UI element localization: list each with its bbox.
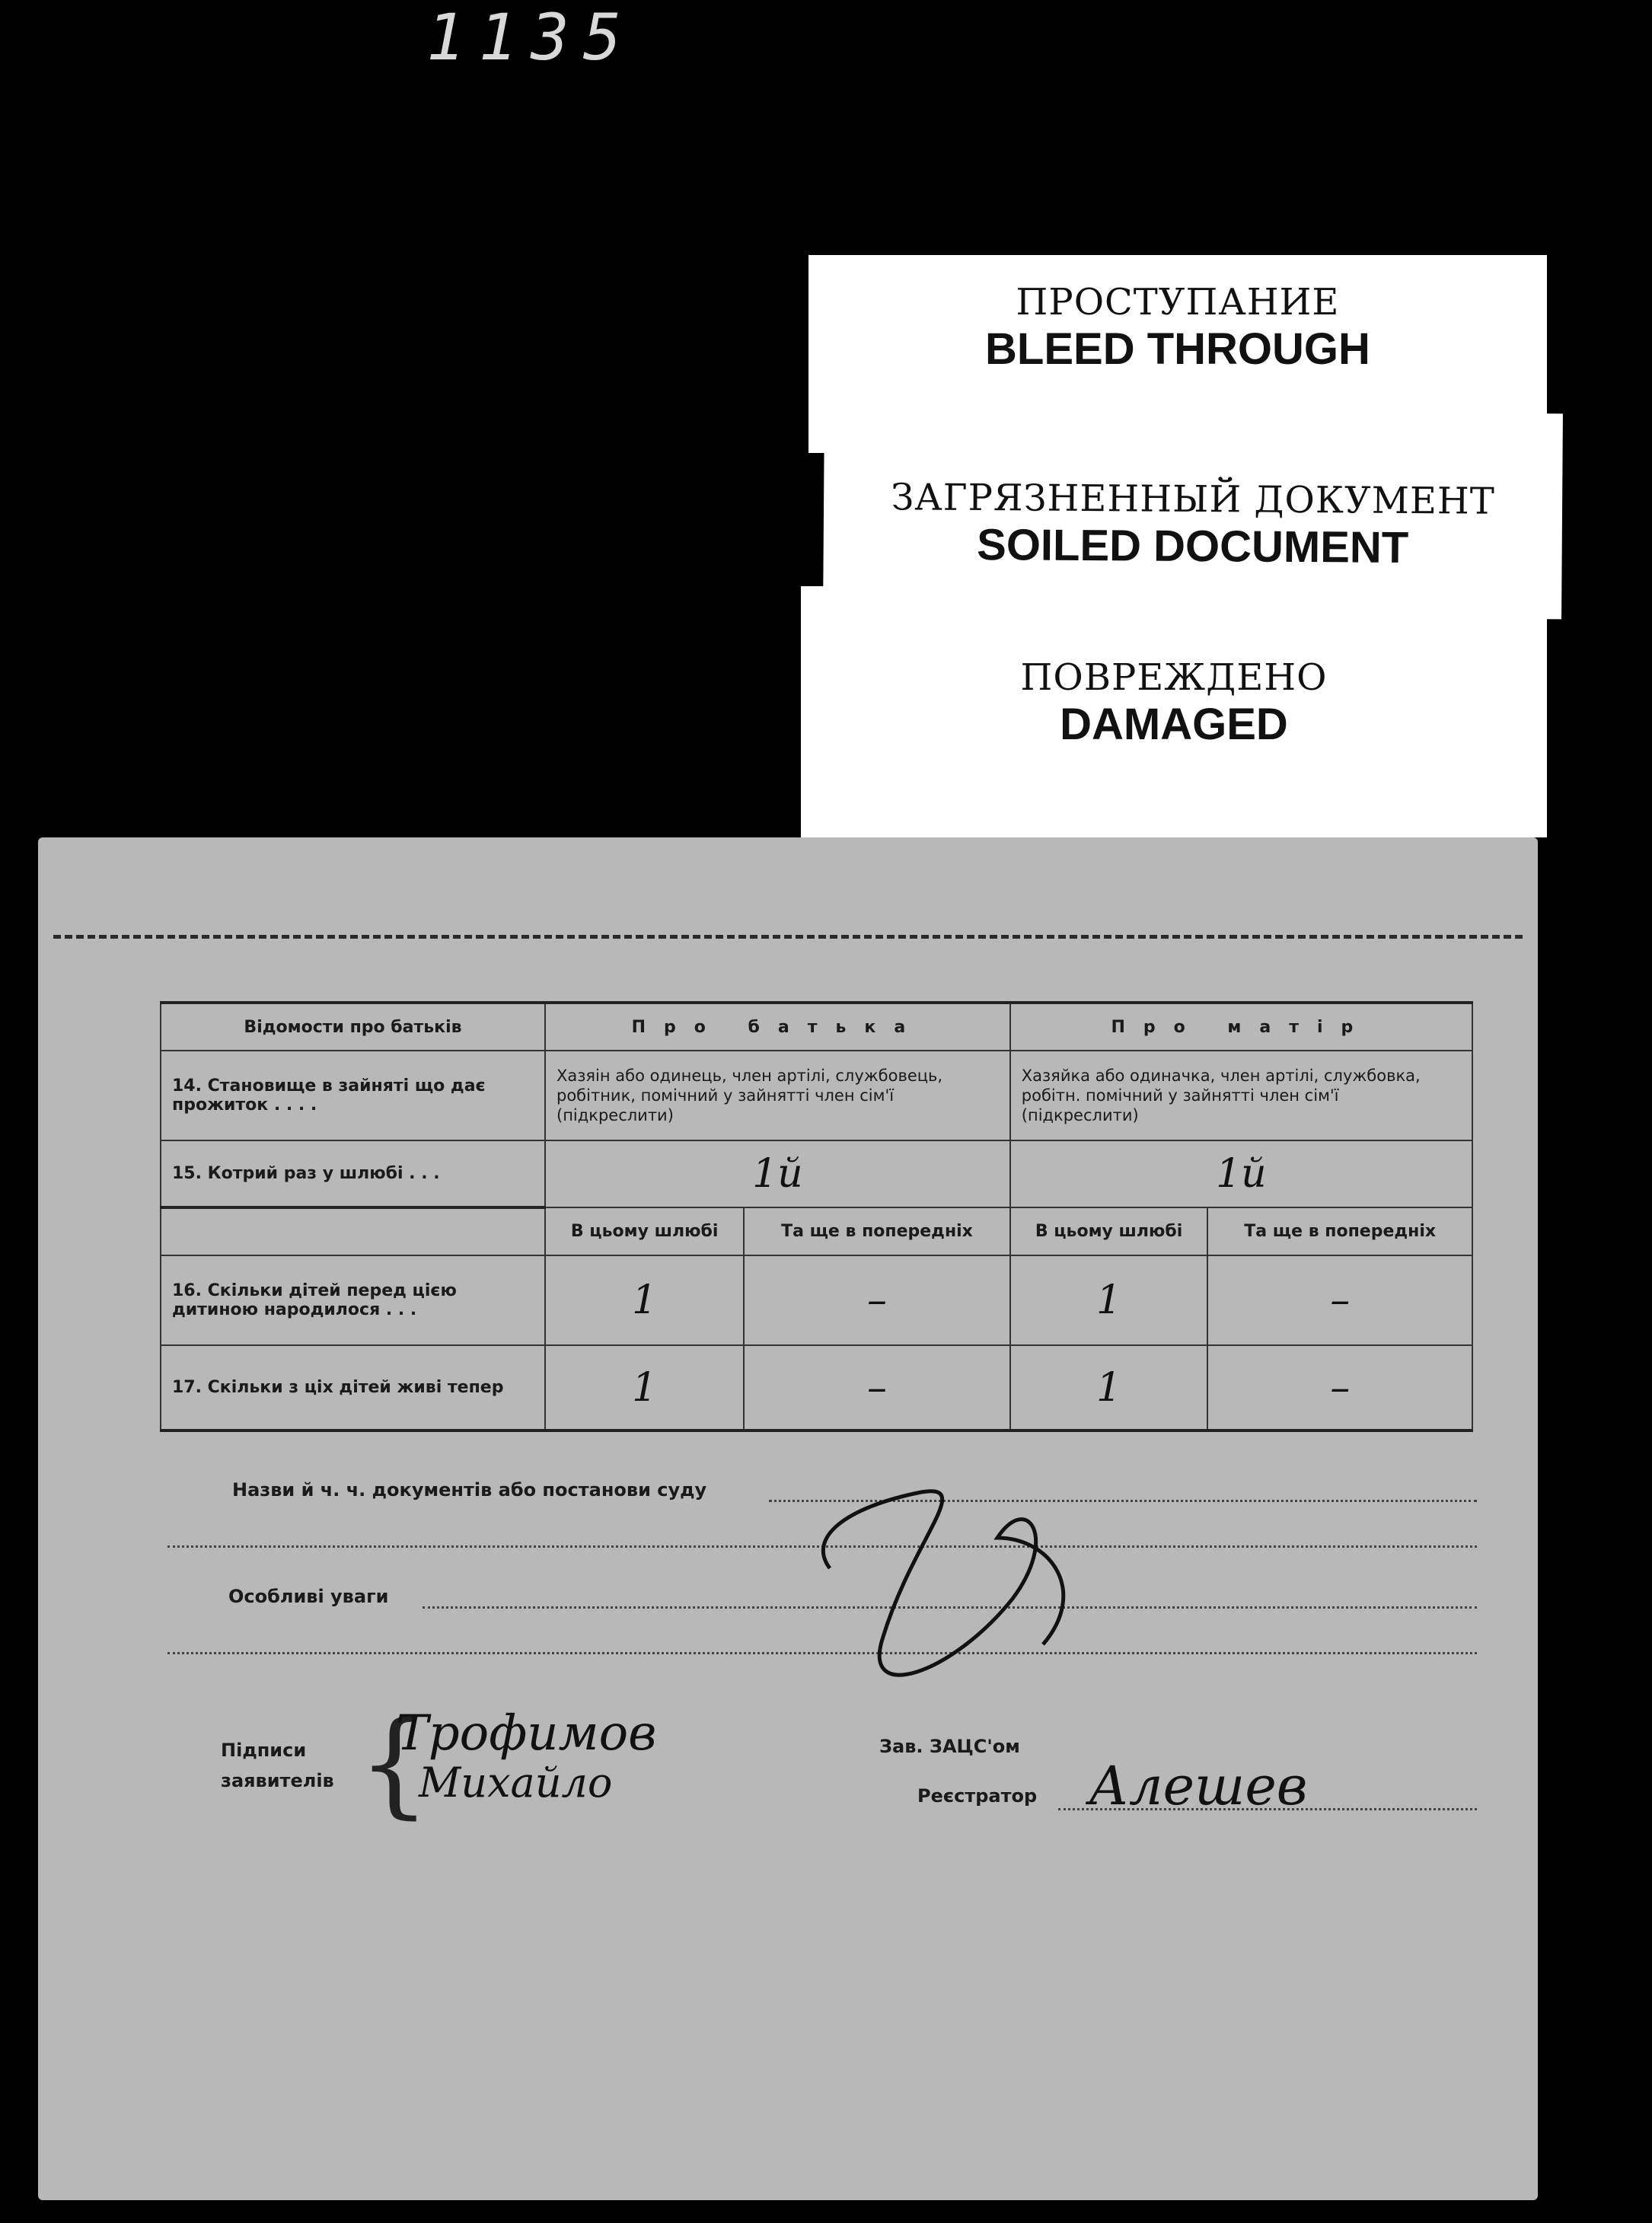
row17-label: 17. Скільки з ціх дітей живі тепер	[161, 1345, 545, 1430]
applicant-signature-2: Михайло	[419, 1759, 613, 1807]
applicant-signature-1: Трофимов	[396, 1705, 657, 1762]
subheader-this-marriage-f: В цьому шлюбі	[545, 1207, 744, 1255]
documents-label: Назви й ч. ч. документів або постанови суду	[232, 1479, 707, 1501]
table-row	[161, 1345, 1472, 1430]
label-ru: ЗАГРЯЗНЕННЫЙ ДОКУМЕНТ	[891, 476, 1495, 523]
row16-value: –	[744, 1255, 1010, 1345]
label-en: DAMAGED	[1060, 700, 1288, 749]
perforation-line	[53, 935, 1523, 939]
large-flourish-mark	[799, 1446, 1256, 1766]
head-of-registry-label: Зав. ЗАЦС'ом	[879, 1736, 1020, 1757]
row14-mother: Хазяйка або одиначка, член артілі, службовка, робітн. помічний у зайнятті член сім'ї (підкреслити)	[1010, 1051, 1472, 1140]
row14-father: Хазяін або одинець, член артілі, службовець, робітник, помічний у зайнятті член сім'ї (підкреслити)	[545, 1051, 1010, 1140]
table-subheader-row	[161, 1207, 1472, 1255]
row17-value: –	[1207, 1345, 1472, 1430]
row17-value: –	[744, 1345, 1010, 1430]
row16-value: 1	[1010, 1255, 1208, 1345]
registrar-signature: Алешев	[1089, 1755, 1308, 1817]
table-header-row	[161, 1003, 1472, 1051]
label-ru: ПРОСТУПАНИЕ	[1016, 281, 1340, 324]
subheader-blank	[161, 1207, 545, 1255]
row14-label: 14. Становище в зайняті що дає прожиток . . . .	[161, 1051, 545, 1140]
header-parents-info: Відомости про батьків	[161, 1003, 545, 1051]
table-row	[161, 1140, 1472, 1207]
row17-value: 1	[1010, 1345, 1208, 1430]
row15-father: 1й	[545, 1140, 1010, 1207]
row17-value: 1	[545, 1345, 744, 1430]
signatures-brace: {	[358, 1698, 431, 1830]
table-row	[161, 1255, 1472, 1345]
label-ru: ПОВРЕЖДЕНО	[1020, 656, 1328, 699]
row15-label: 15. Котрий раз у шлюбі . . .	[161, 1140, 545, 1207]
signatures-label-2: заявителів	[221, 1770, 334, 1791]
registry-form-sheet	[38, 837, 1538, 2200]
row15-mother: 1й	[1010, 1140, 1472, 1207]
subheader-this-marriage-m: В цьому шлюбі	[1010, 1207, 1208, 1255]
header-father: Про батька	[545, 1003, 1010, 1051]
label-en: SOILED DOCUMENT	[976, 520, 1409, 572]
registrar-label: Реєстратор	[917, 1785, 1038, 1807]
table-row	[161, 1051, 1472, 1140]
frame-number: 1135	[426, 0, 636, 75]
label-en: BLEED THROUGH	[985, 324, 1370, 374]
damaged-label	[801, 586, 1547, 837]
row16-label: 16. Скільки дітей перед цією дитиною народилося . . .	[161, 1255, 545, 1345]
signatures-label-1: Підписи	[221, 1740, 307, 1761]
subheader-previous-m: Та ще в попередніх	[1207, 1207, 1472, 1255]
notes-label: Особливі уваги	[228, 1586, 389, 1607]
header-mother: Про матір	[1010, 1003, 1472, 1051]
subheader-previous-f: Та ще в попередніх	[744, 1207, 1010, 1255]
row16-value: –	[1207, 1255, 1472, 1345]
parents-info-table	[160, 1001, 1473, 1432]
row16-value: 1	[545, 1255, 744, 1345]
